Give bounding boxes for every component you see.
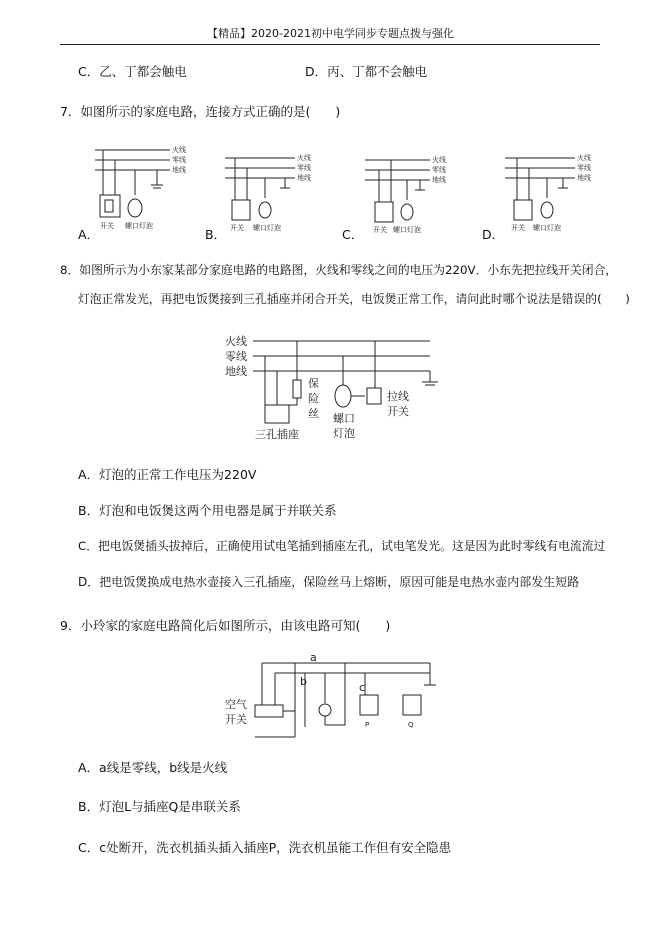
q7-option-a: A．: [78, 227, 100, 242]
q9-option-b: B．灯泡L与插座Q是串联关系: [78, 799, 241, 814]
svg-text:c: c: [359, 681, 366, 694]
q9-option-a: A．a线是零线，b线是火线: [78, 760, 228, 775]
q9-stem: 9．小玲家的家庭电路简化后如图所示，由该电路可知( ): [60, 618, 391, 633]
svg-text:Q: Q: [408, 721, 414, 729]
q9-option-c: C．c处断开，洗衣机插头插入插座P，洗衣机虽能工作但有安全隐患: [78, 840, 452, 855]
svg-text:螺口灯泡: 螺口灯泡: [393, 226, 421, 234]
q8-socket-label: 三孔插座: [255, 428, 299, 441]
q7a-ground-label: 地线: [172, 166, 186, 174]
q8-stem-line2: 灯泡正常发光，再把电饭煲接到三孔插座并闭合开关，电饭煲正常工作，请问此时哪个说法是错误的( ): [78, 292, 630, 306]
svg-text:开关: 开关: [387, 405, 409, 418]
q8-ground-label: 地线: [225, 365, 247, 378]
svg-text:螺口灯泡: 螺口灯泡: [253, 224, 281, 232]
svg-text:开关: 开关: [511, 224, 525, 232]
svg-text:灯泡: 灯泡: [333, 427, 355, 440]
q8-stem-line1: 8．如图所示为小东家某部分家庭电路的电路图，火线和零线之间的电压为220V．小东先把拉线开关闭合，: [60, 263, 618, 277]
q8-option-b: B．灯泡和电饭煲这两个用电器是属于并联关系: [78, 503, 337, 518]
svg-text:P: P: [365, 721, 370, 729]
q7-option-c: C．: [342, 227, 364, 242]
svg-text:火线: 火线: [432, 156, 446, 164]
svg-text:螺口灯泡: 螺口灯泡: [533, 224, 561, 232]
svg-text:零线: 零线: [432, 166, 446, 174]
svg-text:地线: 地线: [297, 174, 311, 182]
q8-live-label: 火线: [225, 335, 247, 348]
q7-figure-c: [365, 155, 446, 234]
svg-text:螺口: 螺口: [333, 412, 355, 425]
q6-option-d: D．丙、丁都不会触电: [305, 64, 428, 79]
svg-text:火线: 火线: [297, 154, 311, 162]
q7-figure-a: [95, 145, 186, 230]
svg-text:地线: 地线: [577, 174, 591, 182]
svg-text:险: 险: [308, 392, 319, 405]
q8-option-d: D．把电饭煲换成电热水壶接入三孔插座，保险丝马上熔断，原因可能是电热水壶内部发生短路: [78, 575, 580, 589]
svg-text:a: a: [310, 651, 317, 664]
q7a-switch-label: 开关: [100, 222, 114, 230]
q8-option-c: C．把电饭煲插头拔掉后，正确使用试电笔插到插座左孔，试电笔发光。这是因为此时零线有电流流过: [78, 539, 606, 553]
svg-text:零线: 零线: [297, 164, 311, 172]
q9-figure: [225, 651, 436, 737]
svg-text:开关: 开关: [225, 713, 247, 726]
q8-neutral-label: 零线: [225, 350, 247, 363]
page-header: 【精品】2020-2021初中电学同步专题点拨与强化: [207, 27, 454, 40]
svg-text:零线: 零线: [577, 164, 591, 172]
q7-figure-b: [225, 153, 311, 232]
q7a-lamp-label: 螺口灯泡: [125, 222, 153, 230]
svg-text:地线: 地线: [432, 176, 446, 184]
q7-option-b: B．: [205, 227, 227, 242]
q8-option-a: A．灯泡的正常工作电压为220V: [78, 467, 257, 482]
svg-text:保: 保: [308, 377, 319, 390]
q6-option-c: C．乙、丁都会触电: [78, 64, 187, 79]
q7a-live-label: 火线: [172, 146, 186, 154]
q8-figure: [225, 334, 438, 441]
svg-text:丝: 丝: [308, 407, 319, 420]
q7-figure-d: [505, 153, 591, 232]
q7a-neutral-label: 零线: [172, 156, 186, 164]
svg-text:开关: 开关: [373, 226, 387, 234]
svg-text:拉线: 拉线: [387, 390, 409, 403]
q7-stem: 7．如图所示的家庭电路，连接方式正确的是( ): [60, 104, 341, 119]
q7-option-d: D．: [482, 227, 505, 242]
svg-text:开关: 开关: [230, 224, 244, 232]
svg-text:空气: 空气: [225, 698, 247, 711]
svg-text:b: b: [300, 675, 307, 688]
svg-text:火线: 火线: [577, 154, 591, 162]
